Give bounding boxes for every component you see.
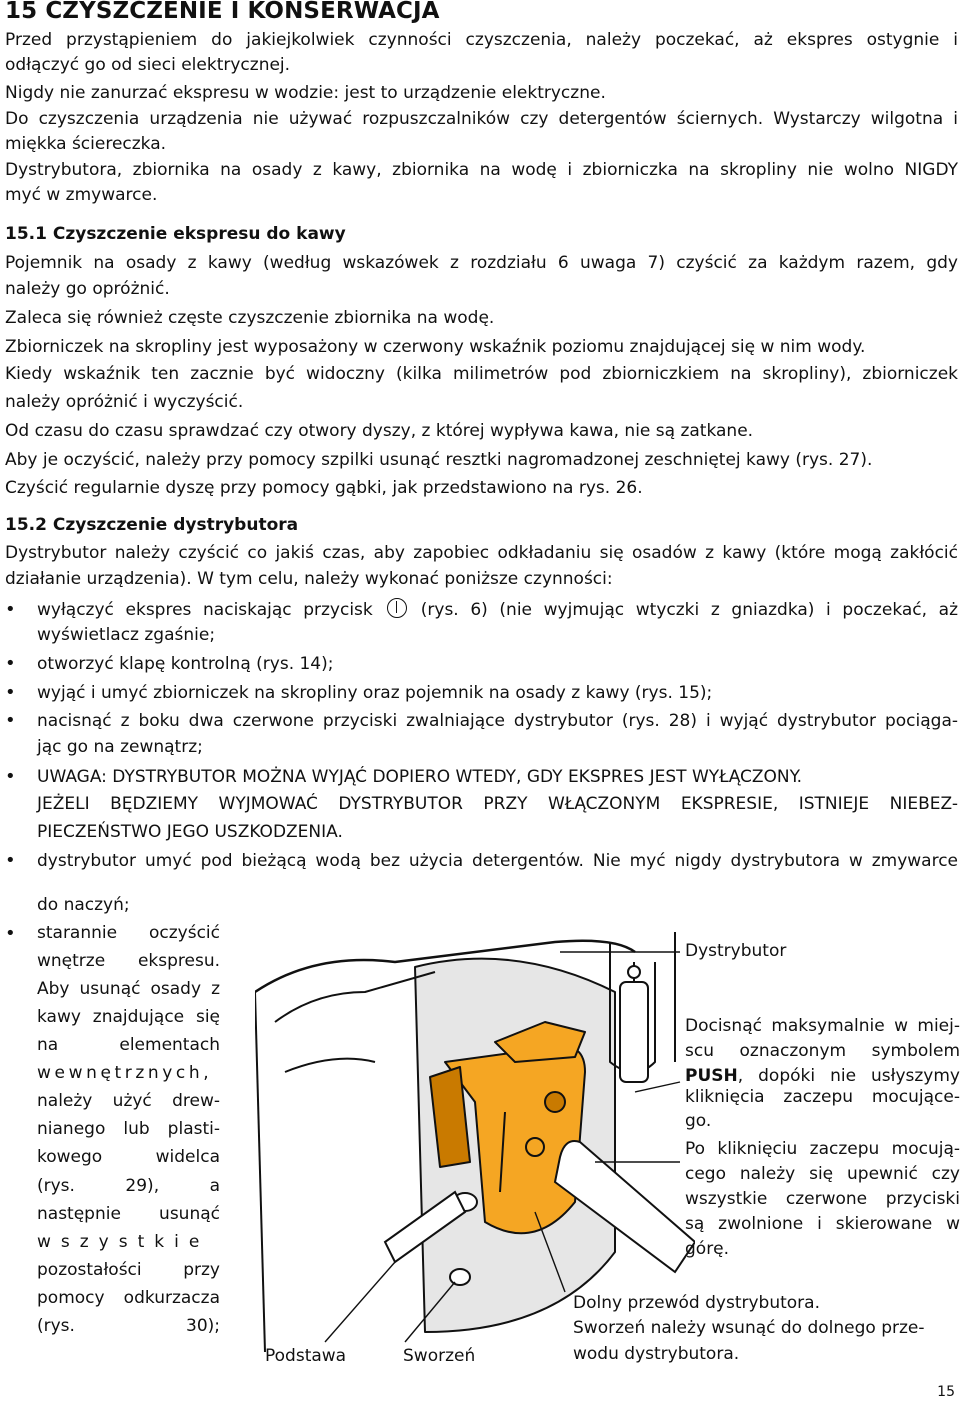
body-line: należy go opróżnić. <box>5 279 170 299</box>
bullet: • <box>5 923 16 944</box>
bullet-text: wyłączyć ekspres naciskając przycisk <box>37 600 373 620</box>
bullet-line: należy użyć drew- <box>37 1091 220 1111</box>
bullet-line: wszystkie <box>37 1232 210 1252</box>
bullet-line: jąc go na zewnątrz; <box>37 737 203 757</box>
bullet: • <box>5 599 16 620</box>
bullet-line: PIECZEŃSTWO JEGO USZKODZENIA. <box>37 822 343 842</box>
callout-lower: Dolny przewód dystrybutora. <box>573 1293 820 1313</box>
bullet-line: Aby usunąć osady z <box>37 979 220 999</box>
bullet-line <box>37 597 958 623</box>
body-line: Od czasu do czasu sprawdzać czy otwory dyszy, z której wypływa kawa, nie są zatkane. <box>5 421 754 441</box>
body-line: Zaleca się również częste czyszczenie zbiornika na wodę. <box>5 308 495 328</box>
bullet-line: JEŻELI BĘDZIEMY WYJMOWAĆ DYSTRYBUTOR PRZY WŁĄCZONYM EKSPRESIE, ISTNIEJE NIEBEZ- <box>37 794 958 814</box>
body-line: Czyścić regularnie dyszę przy pomocy gąbki, jak przedstawiono na rys. 26. <box>5 478 643 498</box>
bullet-line: kawy znajdujące się <box>37 1007 220 1027</box>
bullet-text: (rys. 6) (nie wyjmując wtyczki z gniazdka) i poczekać, aż <box>420 600 958 620</box>
subsection-heading-15-2: 15.2 Czyszczenie dystrybutora <box>5 515 299 535</box>
intro-line: myć w zmywarce. <box>5 185 158 205</box>
bullet-line: nacisnąć z boku dwa czerwone przyciski zwalniające dystrybutor (rys. 28) i wyjąć dystrybutor pociąga- <box>37 711 958 731</box>
bullet-line: dystrybutor umyć pod bieżącą wodą bez użycia detergentów. Nie myć nigdy dystrybutora w zmywarce <box>37 851 958 871</box>
body-line: Pojemnik na osady z kawy (według wskazówek z rozdziału 6 uwaga 7) czyścić za każdym razem, gdy <box>5 253 958 273</box>
callout-push: Docisnąć maksymalnie w miej- <box>685 1016 960 1036</box>
body-line: Kiedy wskaźnik ten zacznie być widoczny (kilka milimetrów pod zbiorniczkiem na skropliny), zbiorniczek <box>5 364 958 384</box>
label-podstawa: Podstawa <box>265 1346 347 1366</box>
bullet-line: pomocy odkurzacza <box>37 1288 220 1308</box>
page-number: 15 <box>937 1384 955 1400</box>
label-dystrybutor: Dystrybutor <box>685 941 787 961</box>
bullet-line: pozostałości przy <box>37 1260 220 1280</box>
power-button-icon <box>387 598 407 618</box>
intro-line: Dystrybutora, zbiornika na osady z kawy, zbiornika na wodę i zbiorniczka na skropliny nie wolno NIGDY <box>5 160 958 180</box>
bullet-line: kowego widelca <box>37 1147 220 1167</box>
callout-click: cego należy się upewnić czy <box>685 1164 960 1184</box>
callout-push: go. <box>685 1111 712 1131</box>
callout-click: wszystkie czerwone przyciski <box>685 1189 960 1209</box>
bullet-line: otworzyć klapę kontrolną (rys. 14); <box>37 654 334 674</box>
callout-click: górę. <box>685 1239 730 1259</box>
callout-push: kliknięcia zaczepu mocujące- <box>685 1087 960 1107</box>
bullet-line: wyjąć i umyć zbiorniczek na skropliny oraz pojemnik na osady z kawy (rys. 15); <box>37 683 713 703</box>
bullet: • <box>5 682 16 703</box>
callout-lower: Sworzeń należy wsunąć do dolnego prze- <box>573 1318 925 1338</box>
subsection-heading-15-1: 15.1 Czyszczenie ekspresu do kawy <box>5 224 346 244</box>
bullet-line: wnętrze ekspresu. <box>37 951 220 971</box>
bullet-line: wyświetlacz zgaśnie; <box>37 625 216 645</box>
bullet-line: starannie oczyścić <box>37 923 220 943</box>
callout-click: są zwolnione i skierowane w <box>685 1214 960 1234</box>
dispenser-illustration <box>255 912 695 1352</box>
intro-line: odłączyć go od sieci elektrycznej. <box>5 55 291 75</box>
callout-push: scu oznaczonym symbolem <box>685 1041 960 1061</box>
intro-line: miękka ściereczka. <box>5 134 167 154</box>
bullet-line: na elementach <box>37 1035 220 1055</box>
label-sworzen: Sworzeń <box>403 1346 476 1366</box>
intro-line: Do czyszczenia urządzenia nie używać rozpuszczalników czy detergentów ściernych. Wystarczy wilgotna i <box>5 109 958 129</box>
bullet-line: do naczyń; <box>37 895 130 915</box>
bullet: • <box>5 653 16 674</box>
section-heading: 15 CZYSZCZENIE I KONSERWACJA <box>5 0 440 24</box>
body-line: Zbiorniczek na skropliny jest wyposażony w czerwony wskaźnik poziomu znajdującej się w nim wody. <box>5 337 866 357</box>
bullet-line: nianego lub plasti- <box>37 1119 220 1139</box>
bullet-line: UWAGA: DYSTRYBUTOR MOŻNA WYJĄĆ DOPIERO WTEDY, GDY EKSPRES JEST WYŁĄCZONY. <box>37 767 802 787</box>
bullet-line: wewnętrznych, <box>37 1063 213 1083</box>
body-line: należy opróżnić i wyczyścić. <box>5 392 244 412</box>
intro-line: Przed przystąpieniem do jakiejkolwiek czynności czyszczenia, należy poczekać, aż ekspres ostygnie i <box>5 30 958 50</box>
body-line: Dystrybutor należy czyścić co jakiś czas, aby zapobiec odkładaniu się osadów z kawy (które mogą zakłócić <box>5 543 958 563</box>
bullet-line: (rys. 30); <box>37 1316 220 1336</box>
bullet: • <box>5 850 16 871</box>
push-keyword: PUSH <box>685 1066 738 1086</box>
bullet-line: następnie usunąć <box>37 1204 220 1224</box>
body-line: Aby je oczyścić, należy przy pomocy szpilki usunąć resztki nagromadzonej zeschniętej kawy (rys. 27). <box>5 450 873 470</box>
callout-text: , dopóki nie usłyszymy <box>737 1066 960 1086</box>
bullet: • <box>5 710 16 731</box>
callout-lower: wodu dystrybutora. <box>573 1344 740 1364</box>
body-line: działanie urządzenia). W tym celu, należy wykonać poniższe czynności: <box>5 569 613 589</box>
intro-line: Nigdy nie zanurzać ekspresu w wodzie: jest to urządzenie elektryczne. <box>5 83 606 103</box>
bullet: • <box>5 766 16 787</box>
callout-click: Po kliknięciu zaczepu mocują- <box>685 1139 960 1159</box>
bullet-line: (rys. 29), a <box>37 1176 220 1196</box>
